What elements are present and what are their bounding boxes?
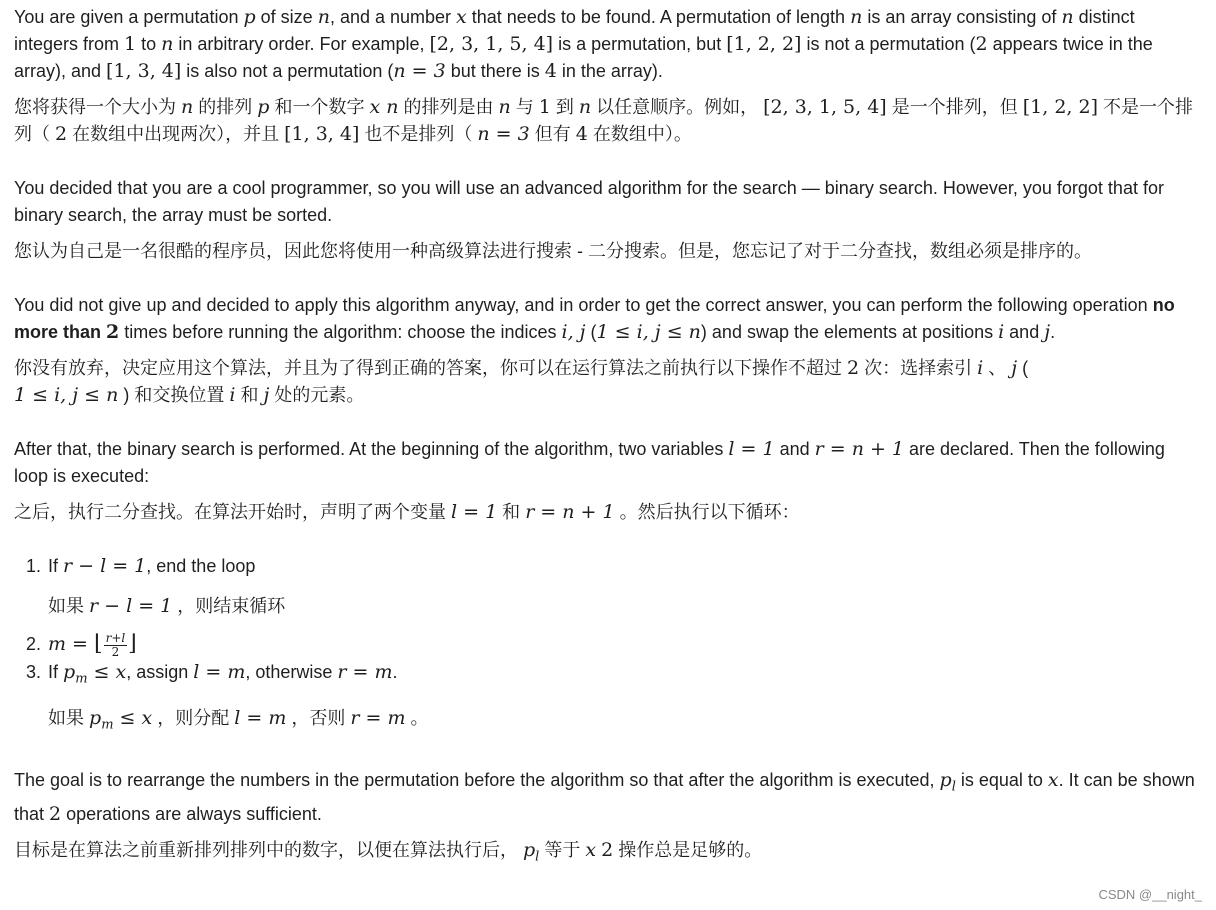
step-1: 1. If r − l = 1, end the loop 如果 r − l = 1 ，则结束循环 xyxy=(26,553,1202,620)
para3-english: You did not give up and decided to apply this algorithm anyway, and in order to get the correct answer, you can perform the following operation no more than 2 times before running the algorithm: choose the indices i, j (1 ≤ i, j ≤ n) and swap the elements at positions i and j. xyxy=(14,295,1175,343)
para1-english: You are given a permutation p of size n, and a number x that needs to be found. A permutation of length n is an array consisting of n distinct integers from 1 to n in arbitrary order. For example, [2, 3, 1, 5, 4] is a permutation, but [1, 2, 2] is not a permutation (2 appears twice in the array), and [1, 3, 4] is also not a permutation (n = 3 but there is 4 in the array). xyxy=(14,6,1153,82)
para5-english: The goal is to rearrange the numbers in the permutation before the algorithm so that after the algorithm is executed, $p_l$ is equal to x. It can be shown that 2 operations are always sufficient. xyxy=(14,768,1195,825)
step-3-translation: 如果 $p_m \le x$ ，则分配 l = m ，否则 r = m 。 xyxy=(48,707,429,733)
algorithm-steps xyxy=(14,553,1202,739)
step-3: 3. If $p_m \le x$, assign l = m, otherwise r = m. 如果 $p_m \le x$ ，则分配 l = m ，否则 r = m 。 xyxy=(26,659,1202,739)
para1-chinese: 您将获得一个大小为 n 的排列 p 和一个数字 x n 的排列是由 n 与 1 到 n 以任意顺序。例如， [2, 3, 1, 5, 4] 是一个排列，但 [1, 2, 2] 不是一个排列（ 2 在数组中出现两次），并且 [1, 3, 4] 也不是排列（ n = 3 但有 4 在数组中）。 xyxy=(14,96,1193,145)
para4-chinese: 之后，执行二分查找。在算法开始时，声明了两个变量 l = 1 和 r = n + 1 。然后执行以下循环： xyxy=(14,501,800,523)
fraction: $\frac{r+l}{2}$ xyxy=(105,630,126,659)
para3-chinese: 你没有放弃，决定应用这个算法，并且为了得到正确的答案，你可以在运行算法之前执行以下操作不超过 2 次：选择索引 i 、 j ( 1 ≤ i, j ≤ n ) 和交换位置 i 和 j 处的元素。 xyxy=(14,357,1029,406)
para2-english: You decided that you are a cool programmer, so you will use an advanced algorithm for the search — binary search. However, you forgot that for binary search, the array must be sorted. xyxy=(14,178,1164,225)
para2-chinese: 您认为自己是一名很酷的程序员，因此您将使用一种高级算法进行搜索 - 二分搜索。但是，您忘记了对于二分查找，数组必须是排序的。 xyxy=(14,241,1092,261)
csdn-watermark: CSDN @__night_ xyxy=(1098,887,1202,902)
para4-english: After that, the binary search is performed. At the beginning of the algorithm, two variables l = 1 and r = n + 1 are declared. Then the following loop is executed: xyxy=(14,438,1165,486)
problem-statement xyxy=(14,4,1202,870)
step-1-translation: 如果 r − l = 1 ，则结束循环 xyxy=(48,595,286,617)
emphasis-limit: no more than 2 xyxy=(14,295,1175,343)
step-2: 2. m = ⌊ $\frac{r+l}{2}$ ⌋ xyxy=(26,630,137,659)
para5-chinese: 目标是在算法之前重新排列排列中的数字，以便在算法执行后， $p_l$ 等于 x 2 操作总是足够的。 xyxy=(14,838,763,865)
